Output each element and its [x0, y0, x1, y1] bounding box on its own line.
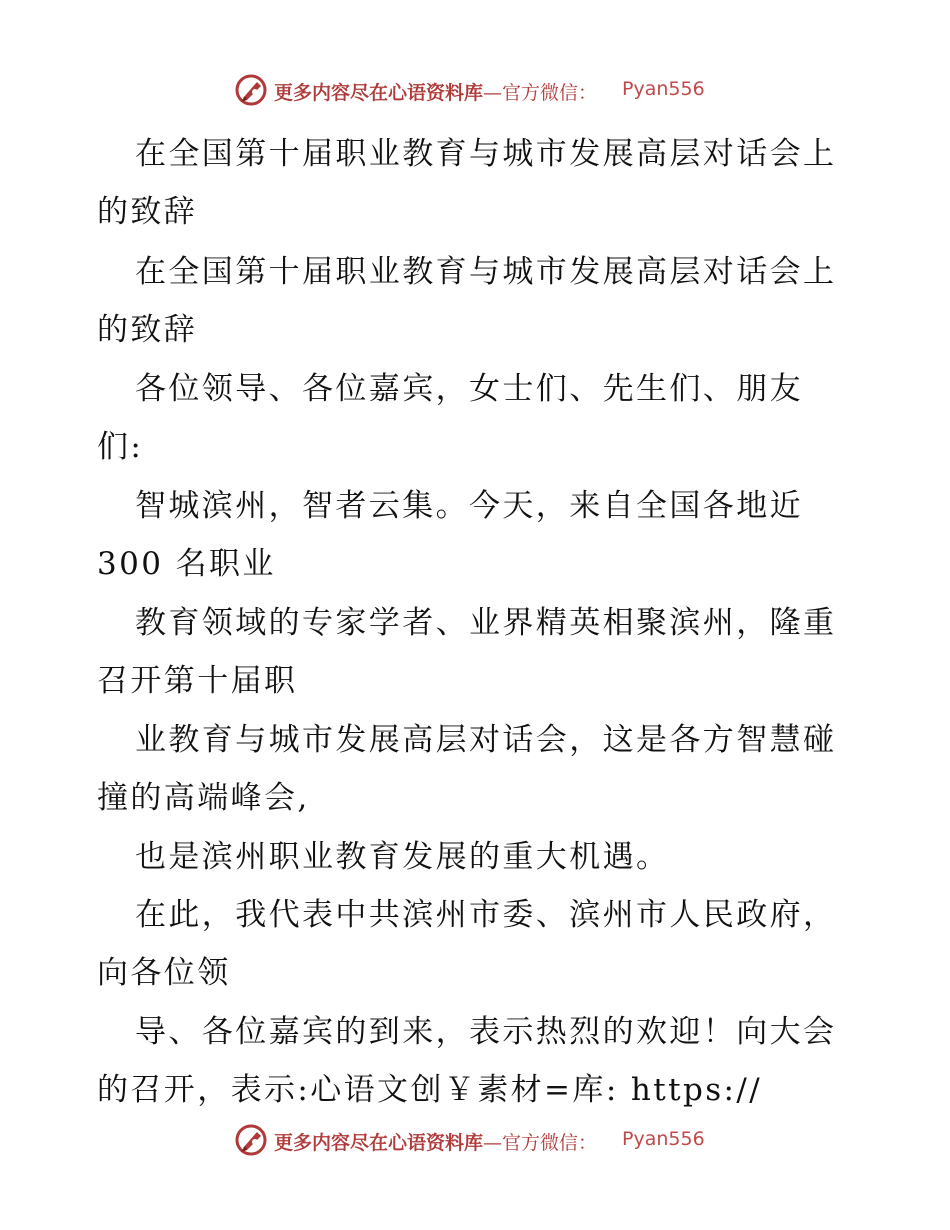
paragraph-line: 导、各位嘉宾的到来，表示热烈的欢迎！向大会 [135, 1014, 837, 1050]
header-banner [0, 70, 950, 110]
paragraph-line: 智城滨州，智者云集。今天，来自全国各地近 [135, 488, 803, 524]
paragraph-line: 300 名职业 [97, 546, 276, 582]
paragraph-line: 的召开，表示:心语文创￥素材=库: https:// [97, 1072, 763, 1108]
pen-logo-icon [233, 1122, 269, 1158]
paragraph-line: 教育领域的专家学者、业界精英相聚滨州，隆重 [135, 605, 837, 641]
paragraph-line: 们: [97, 429, 144, 465]
wechat-id: Pyan556 [622, 1128, 705, 1150]
paragraph-line: 在全国第十届职业教育与城市发展高层对话会上 [135, 136, 837, 172]
banner-text: 更多内容尽在心语资料库—官方微信： [274, 82, 598, 104]
paragraph-line: 的致辞 [97, 194, 198, 230]
footer-banner [0, 1120, 950, 1160]
paragraph-line: 各位领导、各位嘉宾，女士们、先生们、朋友 [135, 371, 803, 407]
paragraph-line: 也是滨州职业教育发展的重大机遇。 [135, 839, 670, 875]
wechat-id: Pyan556 [622, 78, 705, 100]
paragraph-line: 撞的高端峰会, [97, 780, 310, 816]
paragraph-line: 在此，我代表中共滨州市委、滨州市人民政府， [135, 897, 837, 933]
paragraph-line: 业教育与城市发展高层对话会，这是各方智慧碰 [135, 722, 837, 758]
paragraph-line: 的致辞 [97, 312, 198, 348]
paragraph-line: 向各位领 [97, 955, 231, 991]
pen-logo-icon [233, 72, 269, 108]
paragraph-line: 召开第十届职 [97, 663, 298, 699]
banner-text: 更多内容尽在心语资料库—官方微信： [274, 1132, 598, 1154]
paragraph-line: 在全国第十届职业教育与城市发展高层对话会上 [135, 254, 837, 290]
